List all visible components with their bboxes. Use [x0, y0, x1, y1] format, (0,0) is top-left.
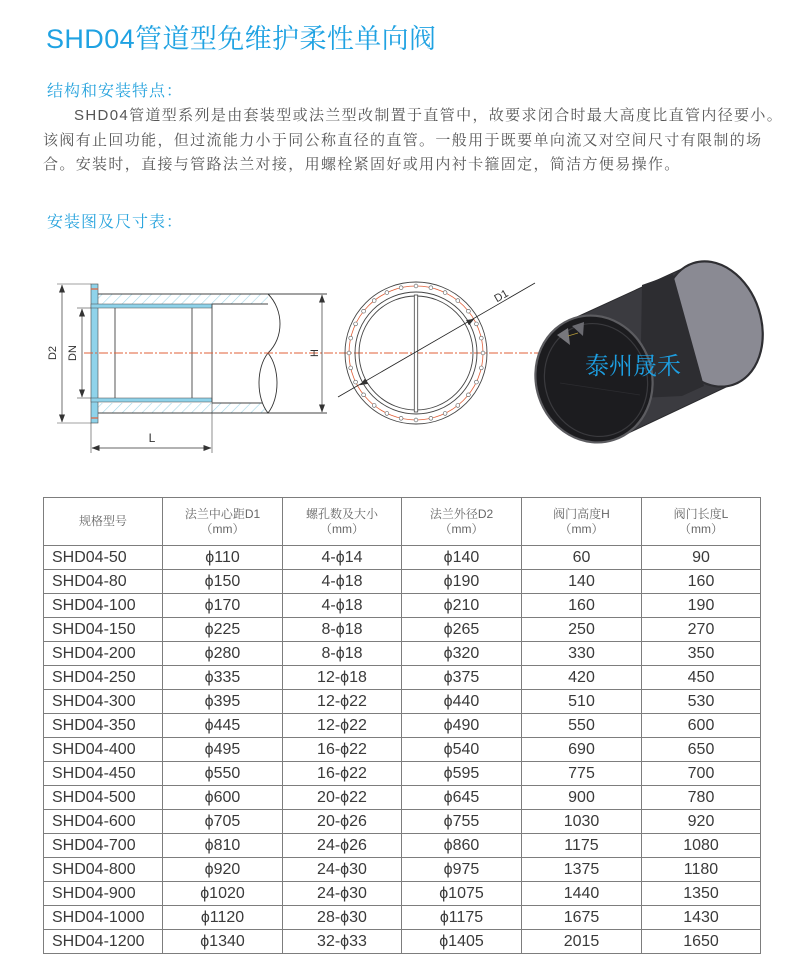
cell-h: 1030	[522, 810, 642, 834]
cell-h: 690	[522, 738, 642, 762]
cell-bolts: 8-ϕ18	[283, 642, 402, 666]
dimension-table	[43, 497, 761, 954]
cell-d1: ϕ1120	[163, 906, 283, 930]
header-d2: 法兰外径D2 （mm）	[402, 498, 522, 546]
cell-d1: ϕ705	[163, 810, 283, 834]
table-row	[44, 738, 761, 762]
header-model: 规格型号	[44, 498, 163, 546]
header-l: 阀门长度L （mm）	[642, 498, 761, 546]
cell-model: SHD04-700	[44, 834, 163, 858]
valve-3d-render	[519, 250, 778, 458]
cell-h: 775	[522, 762, 642, 786]
cell-l: 190	[642, 594, 761, 618]
table-row	[44, 666, 761, 690]
cell-l: 350	[642, 642, 761, 666]
table-row	[44, 786, 761, 810]
table-row	[44, 546, 761, 570]
table-row	[44, 834, 761, 858]
cell-model: SHD04-1200	[44, 930, 163, 954]
cell-d1: ϕ445	[163, 714, 283, 738]
table-header-row	[44, 498, 761, 546]
features-heading: 结构和安装特点：	[47, 83, 184, 100]
cell-bolts: 4-ϕ14	[283, 546, 402, 570]
cell-bolts: 12-ϕ22	[283, 714, 402, 738]
cell-d1: ϕ920	[163, 858, 283, 882]
cell-model: SHD04-250	[44, 666, 163, 690]
cell-d1: ϕ1020	[163, 882, 283, 906]
table-row	[44, 618, 761, 642]
table-row	[44, 690, 761, 714]
cell-l: 1180	[642, 858, 761, 882]
cell-model: SHD04-400	[44, 738, 163, 762]
cell-d2: ϕ490	[402, 714, 522, 738]
cell-bolts: 8-ϕ18	[283, 618, 402, 642]
cell-d2: ϕ540	[402, 738, 522, 762]
cell-d2: ϕ1405	[402, 930, 522, 954]
cell-d2: ϕ320	[402, 642, 522, 666]
cell-d2: ϕ210	[402, 594, 522, 618]
cell-h: 160	[522, 594, 642, 618]
cell-model: SHD04-50	[44, 546, 163, 570]
cell-h: 1375	[522, 858, 642, 882]
cell-bolts: 16-ϕ22	[283, 738, 402, 762]
cell-d2: ϕ265	[402, 618, 522, 642]
cell-bolts: 32-ϕ33	[283, 930, 402, 954]
cell-d2: ϕ1075	[402, 882, 522, 906]
installation-drawing	[0, 250, 800, 460]
cell-d1: ϕ550	[163, 762, 283, 786]
cell-d2: ϕ190	[402, 570, 522, 594]
page-title: SHD04管道型免维护柔性单向阀	[46, 24, 437, 54]
cell-model: SHD04-200	[44, 642, 163, 666]
cell-model: SHD04-800	[44, 858, 163, 882]
cell-l: 1080	[642, 834, 761, 858]
h-label: H	[309, 349, 321, 357]
cell-bolts: 20-ϕ22	[283, 786, 402, 810]
header-h: 阀门高度H （mm）	[522, 498, 642, 546]
cell-bolts: 24-ϕ30	[283, 882, 402, 906]
table-row	[44, 810, 761, 834]
cell-d2: ϕ595	[402, 762, 522, 786]
cell-l: 1650	[642, 930, 761, 954]
cell-model: SHD04-500	[44, 786, 163, 810]
cell-h: 1675	[522, 906, 642, 930]
cell-l: 600	[642, 714, 761, 738]
cell-d2: ϕ140	[402, 546, 522, 570]
cell-d2: ϕ975	[402, 858, 522, 882]
cell-l: 160	[642, 570, 761, 594]
cell-h: 550	[522, 714, 642, 738]
cell-model: SHD04-900	[44, 882, 163, 906]
cell-l: 90	[642, 546, 761, 570]
cell-l: 920	[642, 810, 761, 834]
cell-bolts: 4-ϕ18	[283, 570, 402, 594]
table-row	[44, 762, 761, 786]
cell-bolts: 20-ϕ26	[283, 810, 402, 834]
d1-label: D1	[492, 287, 511, 306]
table-row	[44, 858, 761, 882]
cell-d1: ϕ395	[163, 690, 283, 714]
cell-bolts: 12-ϕ18	[283, 666, 402, 690]
table-row	[44, 642, 761, 666]
cell-h: 900	[522, 786, 642, 810]
d2-label: D2	[47, 345, 59, 361]
features-paragraph	[43, 104, 784, 178]
l-label: L	[148, 431, 156, 445]
cell-h: 60	[522, 546, 642, 570]
cell-d1: ϕ150	[163, 570, 283, 594]
cell-l: 700	[642, 762, 761, 786]
cell-d2: ϕ645	[402, 786, 522, 810]
cell-d1: ϕ170	[163, 594, 283, 618]
cell-bolts: 24-ϕ30	[283, 858, 402, 882]
cell-d2: ϕ860	[402, 834, 522, 858]
table-row	[44, 570, 761, 594]
cell-d1: ϕ600	[163, 786, 283, 810]
cell-h: 140	[522, 570, 642, 594]
cell-h: 510	[522, 690, 642, 714]
watermark-text: 泰州晟禾	[585, 353, 681, 380]
cell-d1: ϕ280	[163, 642, 283, 666]
table-row	[44, 906, 761, 930]
cell-model: SHD04-1000	[44, 906, 163, 930]
cell-d1: ϕ110	[163, 546, 283, 570]
cell-d2: ϕ755	[402, 810, 522, 834]
cell-h: 420	[522, 666, 642, 690]
dn-label: DN	[67, 345, 79, 361]
cell-bolts: 28-ϕ30	[283, 906, 402, 930]
cell-model: SHD04-300	[44, 690, 163, 714]
table-row	[44, 594, 761, 618]
cell-model: SHD04-350	[44, 714, 163, 738]
cell-l: 450	[642, 666, 761, 690]
header-d1: 法兰中心距D1 （mm）	[163, 498, 283, 546]
drawing-heading: 安装图及尺寸表：	[47, 214, 184, 231]
cell-h: 330	[522, 642, 642, 666]
cell-l: 1430	[642, 906, 761, 930]
table-row	[44, 930, 761, 954]
cell-bolts: 16-ϕ22	[283, 762, 402, 786]
cell-h: 1440	[522, 882, 642, 906]
cell-d1: ϕ225	[163, 618, 283, 642]
cell-l: 530	[642, 690, 761, 714]
cell-model: SHD04-80	[44, 570, 163, 594]
cell-model: SHD04-150	[44, 618, 163, 642]
cell-d1: ϕ1340	[163, 930, 283, 954]
cell-l: 780	[642, 786, 761, 810]
paragraph-line: 该阀有止回功能，但过流能力小于同公称直径的直管。一般用于既要单向流又对空间尺寸有限制的场	[43, 131, 763, 149]
cell-d2: ϕ1175	[402, 906, 522, 930]
cell-bolts: 12-ϕ22	[283, 690, 402, 714]
cell-d1: ϕ495	[163, 738, 283, 762]
cell-d2: ϕ375	[402, 666, 522, 690]
cell-l: 650	[642, 738, 761, 762]
cell-model: SHD04-600	[44, 810, 163, 834]
paragraph-line: 合。安装时，直接与管路法兰对接，用螺栓紧固好或用内衬卡箍固定，简洁方便易操作。	[43, 156, 681, 173]
cell-model: SHD04-450	[44, 762, 163, 786]
cell-model: SHD04-100	[44, 594, 163, 618]
cell-d1: ϕ335	[163, 666, 283, 690]
table-row	[44, 714, 761, 738]
table-row	[44, 882, 761, 906]
cell-h: 1175	[522, 834, 642, 858]
cell-d1: ϕ810	[163, 834, 283, 858]
cell-h: 2015	[522, 930, 642, 954]
paragraph-line: SHD04管道型系列是由套装型或法兰型改制置于直管中，故要求闭合时最大高度比直管内径要小。	[74, 107, 784, 124]
header-bolts: 螺孔数及大小 （mm）	[283, 498, 402, 546]
cell-d2: ϕ440	[402, 690, 522, 714]
cell-bolts: 24-ϕ26	[283, 834, 402, 858]
cell-h: 250	[522, 618, 642, 642]
section-view	[47, 284, 540, 453]
cell-bolts: 4-ϕ18	[283, 594, 402, 618]
cell-l: 270	[642, 618, 761, 642]
cell-l: 1350	[642, 882, 761, 906]
